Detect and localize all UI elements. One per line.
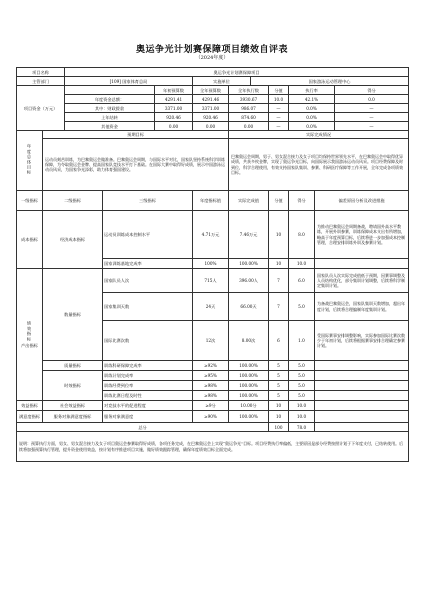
funds-cell: — [269,113,289,122]
total-row [17,423,409,432]
level2-quality: 质量指标 [43,361,103,371]
indicator-header: 三级指标 [103,191,193,211]
indicator-note: 为备战巴黎奥运会，国家队集训天数增加，超出年度计划，后续将合理编制年度集训计划。 [315,293,409,321]
indicator-score: 5.0 [289,293,315,321]
funds-header: 执行率 [289,86,335,95]
indicator-note [315,401,409,411]
indicator-actual: 396.00人 [229,269,269,293]
indicator-score: 8.0 [289,211,315,259]
funds-header: 全年预算数 [193,86,229,95]
goals-expected-label: 预期目标 [43,131,229,139]
goals-section-label: 年度总体目标 [17,131,43,191]
funds-cell: — [269,122,289,131]
indicator-target: ≥98% [193,381,229,391]
indicator-actual: 100.00% [229,371,269,381]
indicator-note [315,391,409,401]
indicator-header: 实际完成值 [229,191,269,211]
indicator-name: 训练科研保障完成率 [103,361,193,371]
funds-header: 全年执行数 [229,86,269,95]
indicator-row [17,211,409,259]
goals-expected-text: 运动员刻苦训练，为巴黎奥运会做准备。巴黎奥运会周期，与国际水平对比，国家队坚持系统科学训练保障，为夺取奥运会金牌、提高国家队竞技水平打下基础。在国际大赛中取得好成绩，展示中国游泳运动员风采，为国家争光添彩，助力体育强国建设。 [43,139,229,191]
indicator-score: 10.0 [289,401,315,411]
indicator-note: 受国际赛事安排调整影响，实际参加国际比赛次数少于年初计划，后续将根据赛事安排合理确定参赛计划。 [315,321,409,361]
funds-cell: 986.07 [229,104,269,113]
funds-cell: 10.0 [269,95,289,104]
funds-cell: 920.46 [155,113,193,122]
funds-cell: 3371.00 [155,104,193,113]
indicator-score-max: 7 [269,269,289,293]
indicator-row [17,401,409,411]
funds-row [17,104,409,113]
goals-actual-text: 巴黎奥运会周期，男子、男女混合接力及女子项目均保持世界领先水平，在巴黎奥运会中取得优异成绩，共获多枚金牌，实现了奥运争光目标，向国际展示我国游泳运动员风采。项目经费保障及时到位，科学合理使用，有效支持国家队集训、参赛、科研医疗保障等工作开展，全年完成各项绩效目标。 [229,139,409,191]
funds-cell: 0.00 [193,122,229,131]
funds-row-label: 其他资金 [65,122,155,131]
indicator-name: 国际比赛次数 [103,321,193,361]
indicator-name: 训练比赛日程及时性 [103,391,193,401]
remarks-row [17,432,409,462]
indicator-actual: 100.00% [229,381,269,391]
project-name-row [17,68,409,77]
indicator-target: 24天 [193,293,229,321]
funds-cell: 0.0% [289,122,335,131]
level2-quantity: 数量指标 [43,269,103,361]
indicator-actual: 7.46万元 [229,211,269,259]
funds-header-blank [65,86,155,95]
goals-header-row [17,131,409,139]
indicator-target: 715人 [193,269,229,293]
indicator-row [17,269,409,293]
indicator-score: 5.0 [289,361,315,371]
indicator-name: 服务对象满意度 [103,411,193,423]
indicator-note [315,361,409,371]
funds-cell: — [335,122,409,131]
funds-header: 得分 [335,86,409,95]
indicator-score: 6.0 [289,269,315,293]
indicator-actual: 10.00分 [229,401,269,411]
goals-text-row [17,139,409,191]
goals-actual-label: 实际完成情况 [229,131,409,139]
indicator-note [315,259,409,269]
indicator-name: 国家训练基地完成率 [103,259,193,269]
funds-cell: 4291.46 [193,95,229,104]
project-name-value: 奥运争光计划赛保障项目 [65,68,409,77]
funds-header-row [17,86,409,95]
level2-service: 服务对象满意度指标 [43,411,103,423]
indicator-note [315,381,409,391]
level1-satisfaction: 满意度指标 [17,411,43,423]
indicator-name: 对竞技水平的促进程度 [103,401,193,411]
dept-row [17,77,409,86]
funds-header: 分值 [269,86,289,95]
funds-row [17,113,409,122]
indicator-score-max: 10 [269,211,289,259]
funds-cell: 874.60 [229,113,269,122]
indicator-header: 分值 [269,191,289,211]
indicator-actual: 100.00% [229,259,269,269]
funds-cell: — [335,104,409,113]
funds-cell: 0.00 [229,122,269,131]
indicator-name: 运动员训练成本控制水平 [103,211,193,259]
funds-cell: 0.0% [289,113,335,122]
level1-benefit: 效益指标 [17,401,43,411]
indicator-name: 国家集训天数 [103,293,193,321]
indicator-header-row [17,191,409,211]
indicator-score-max: 7 [269,293,289,321]
indicator-score-max: 10 [269,259,289,269]
indicator-name: 训练计划完成率 [103,371,193,381]
dept-value: [109] 国家体育总局 [65,77,193,86]
indicator-row [17,371,409,381]
indicator-score-max: 5 [269,381,289,391]
indicator-score-max: 10 [269,401,289,411]
total-score: 78.0 [289,423,315,432]
indicator-actual: 66.00天 [229,293,269,321]
indicator-target: ≥98% [193,391,229,401]
indicator-score: 5.0 [289,371,315,381]
funds-row-label: 年度资金总额： [65,95,155,104]
level1-output: 绩效指标 产出指标 [17,269,43,401]
indicator-target: 100% [193,259,229,269]
indicator-score-max: 5 [269,391,289,401]
project-name-label: 项目名称 [17,68,65,77]
remarks-text: 说明：预算执行方面，男女、男女混合接力及女子项目奥运会参赛取得好成绩，各项任务完成，在巴黎奥运会上实现“奥运争光”目标。项目经费执行率偏低，主要原因是部分经费按照计划于下年度支付，已结转使用。后续将加强预算执行管理，提升资金使用效益，按计划有序推进项目实施，做好绩效跟踪管理，确保年度绩效目标全面完成。 [17,432,409,462]
total-max: 100 [269,423,289,432]
indicator-score: 5.0 [289,381,315,391]
page-title: 奥运争光计划赛保障项目绩效自评表 [135,45,288,55]
funds-row [17,122,409,131]
impl-value: 国家游泳运动管理中心 [251,77,409,86]
indicator-score: 5.0 [289,391,315,401]
level1-cost: 成本指标 [17,211,43,269]
indicator-target: ≥95% [193,371,229,381]
level2-time: 时效指标 [43,371,103,401]
funds-cell: 3371.00 [193,104,229,113]
indicator-header: 偏差原因分析及改进措施 [315,191,409,211]
funds-row-label: 上年结转 [65,113,155,122]
dept-label: 主管部门 [17,77,65,86]
funds-cell: — [335,113,409,122]
total-note [315,423,409,432]
funds-cell: 0.00 [155,122,193,131]
impl-label: 实施单位 [193,77,251,86]
indicator-target: ≥92% [193,361,229,371]
indicator-target: ≥90% [193,411,229,423]
indicator-score-max: 6 [269,321,289,361]
indicator-actual: 100.00% [229,411,269,423]
evaluation-table [16,67,409,462]
indicator-target: 4.71万元 [193,211,229,259]
level2-social: 社会效益指标 [43,401,103,411]
indicator-header: 得分 [289,191,315,211]
indicator-score: 10.0 [289,259,315,269]
funds-row [17,95,409,104]
indicator-header: 二级指标 [43,191,103,211]
funds-cell: 920.46 [193,113,229,122]
indicator-header: 一级指标 [17,191,43,211]
indicator-score-max: 10 [269,411,289,423]
page-subtitle: （2024年度） [195,55,229,61]
indicator-target: 12次 [193,321,229,361]
funds-row-label: 其中：财政拨款 [65,104,155,113]
funds-cell: 0.0 [335,95,409,104]
funds-section-label: 项目资金（万元） [17,86,65,131]
total-label: 总分 [17,423,269,432]
funds-cell: 42.1% [289,95,335,104]
indicator-row [17,361,409,371]
indicator-name: 训练经费到位率 [103,381,193,391]
indicator-note [315,411,409,423]
indicator-score-max: 5 [269,371,289,381]
funds-cell: — [269,104,289,113]
indicator-score: 1.0 [289,321,315,361]
indicator-note [315,371,409,381]
indicator-note: 为推动巴黎奥运会周期备战，聘请国外高水平教练，开展外训参赛，训练保障成本支出有所增加，略高于年度预算目标，后续将进一步加强成本控制管理，合理安排训练外训及参赛计划。 [315,211,409,259]
indicator-note: 国家队员人次实际完成值低于预期，因赛事调整及人员结构优化，部分集训计划调整，后续将科学制定集训计划。 [315,269,409,293]
indicator-actual: 100.00% [229,391,269,401]
indicator-actual: 8.00次 [229,321,269,361]
funds-cell: 0.0% [289,104,335,113]
indicator-row [17,411,409,423]
funds-cell: 3930.67 [229,95,269,104]
indicator-name: 国家队员人次 [103,269,193,293]
indicator-header: 年度指标值 [193,191,229,211]
funds-cell: 4291.41 [155,95,193,104]
level2-economic-cost: 经济成本指标 [43,211,103,269]
indicator-target: ≥9分 [193,401,229,411]
indicator-actual: 100.00% [229,361,269,371]
indicator-score: 10.0 [289,411,315,423]
indicator-score-max: 5 [269,361,289,371]
funds-header: 年初预算数 [155,86,193,95]
